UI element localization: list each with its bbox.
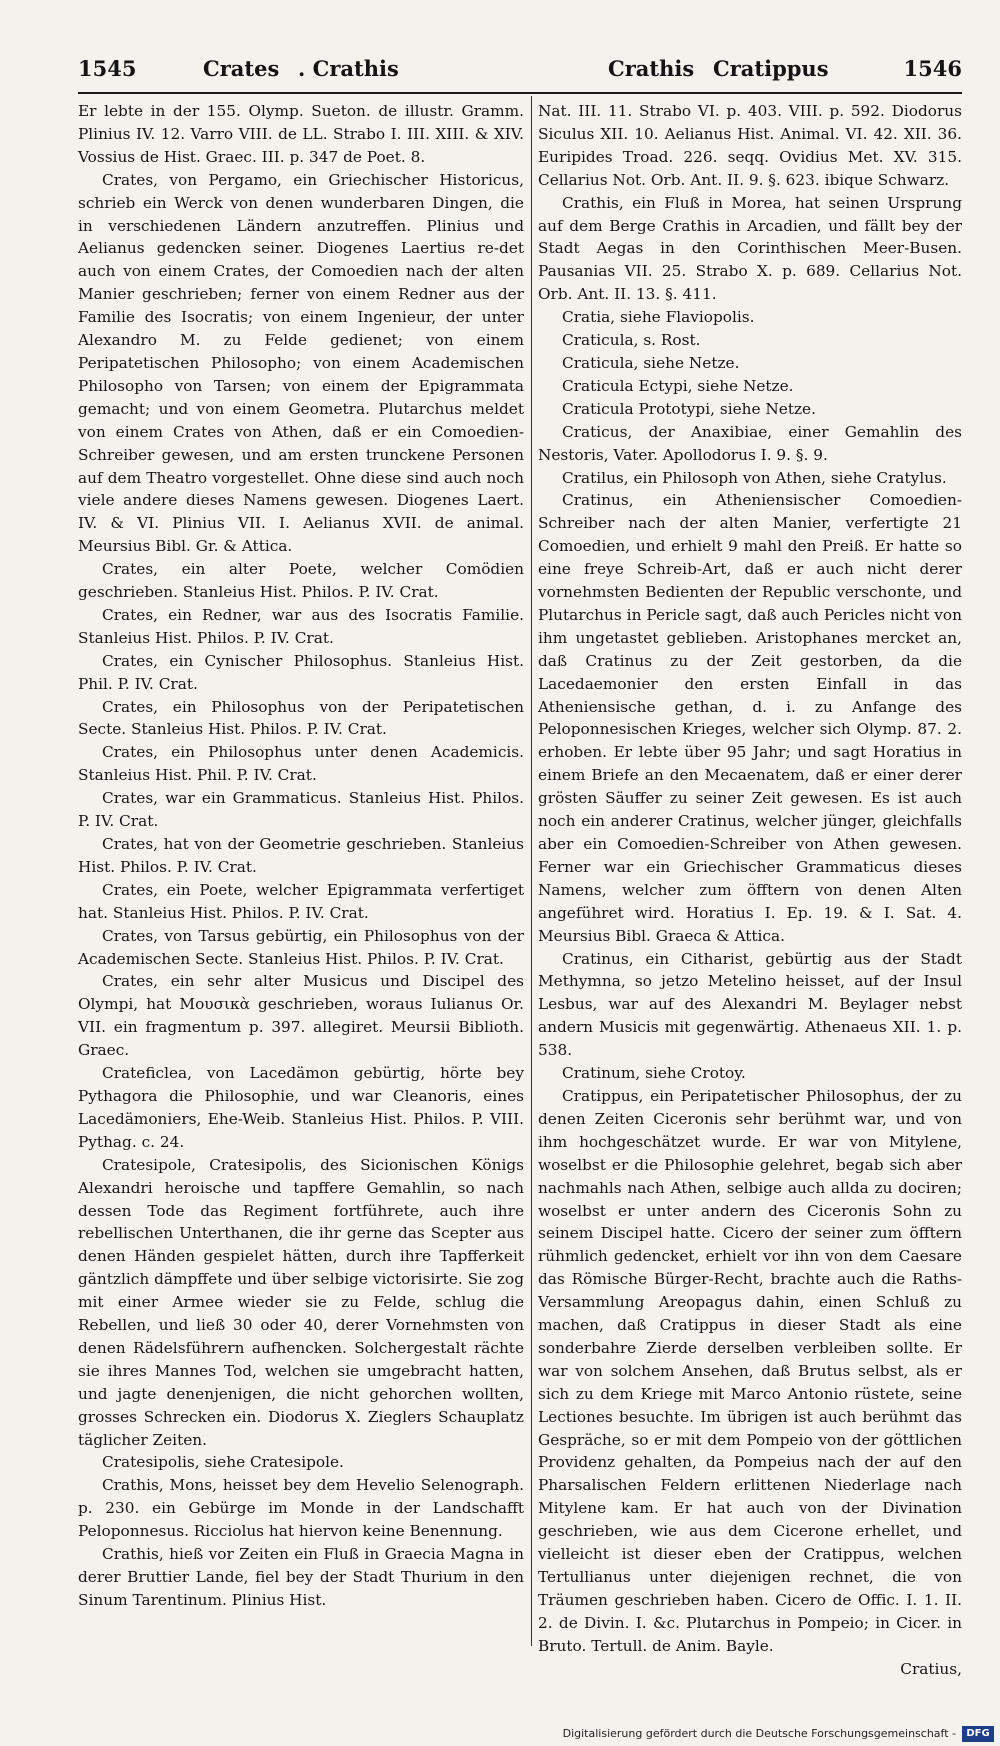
entry-crates-redner: Crates, ein Redner, war aus des Isocratis Familie. Stanleius Hist. Philos. P. IV. Crat. xyxy=(78,605,524,647)
dfg-logo: DFG xyxy=(962,1726,994,1742)
entry-cratia: Cratia, siehe Flaviopolis. xyxy=(562,308,755,327)
entry-crates-epigrammata: Crates, ein Poete, welcher Epigrammata verfertiget hat. Stanleius Hist. Philos. P. IV. Crat. xyxy=(78,880,524,922)
page-header xyxy=(78,52,962,92)
page-number-left: 1545 xyxy=(78,56,137,81)
funding-credit: Digitalisierung gefördert durch die Deutsche Forschungsgemeinschaft - xyxy=(562,1727,956,1740)
right-column xyxy=(538,100,962,1678)
page-number-right: 1546 xyxy=(903,56,962,81)
running-head-left-1: Crates xyxy=(203,56,280,81)
entry-crathis-morea: Crathis, ein Fluß in Morea, hat seinen Ursprung auf dem Berge Crathis in Arcadien, und fällt bey der Stadt Aegas in den Corinthischen Meer-Busen. Pausanias VII. 25. Strabo X. p. 689. Cellarius Not. Orb. Ant. II. 13. §. 411. xyxy=(538,193,962,304)
entry-cratilus: Cratilus, ein Philosoph von Athen, siehe Cratylus. xyxy=(562,468,947,487)
entry-crates-cynischer: Crates, ein Cynischer Philosophus. Stanleius Hist. Phil. P. IV. Crat. xyxy=(78,651,524,693)
entry-cratippus: Cratippus, ein Peripatetischer Philosophus, der zu denen Zeiten Ciceronis sehr berühmt war, und von ihm hochgeschätzet wurde. Er war von Mitylene, woselbst er die Philosophie gelehret, begab sich aber nachmahls nach Athen, selbige auch allda zu dociren; woselbst er unter andern des Ciceronis Sohn zu seinem Discipel hatte. Cicero der seiner zum öfftern rühmlich gedencket, erhielt vor ihn von dem Caesare das Römische Bürger-Recht, brachte auch die Raths-Versammlung Areopagus dahin, einen Schluß zu machen, daß Cratippus in dieser Stadt als eine sonderbahre Zierde derselben verbleiben sollte. Er war von solchem Ansehen, daß Brutus selbst, als er sich zu dem Kriege mit Marco Antonio rüstete, seine Lectiones besuchte. Im übrigen ist auch berühmt das Gespräche, so er mit dem Pompeio von der göttlichen Providenz gehalten, da Pompeius nach der auf den Pharsalischen Feldern erlittenen Niederlage nach Mitylene kam. Er hat auch von der Divination geschrieben, wie aus dem Cicerone erhellet, und vielleicht ist dieser eben der Cratippus, welchen Tertullianus unter diejenigen rechnet, die von Träumen geschrieben haben. Cicero de Offic. I. 1. II. 2. de Divin. I. &c. Plutarchus in Pompeio; in Cicer. in Bruto. Tertull. de Anim. Bayle. xyxy=(538,1086,962,1655)
entry-cratesipole: Cratesipole, Cratesipolis, des Sicionischen Königs Alexandri heroische und tapffere Gemahlin, so nach dessen Tode das Regiment fortführete, auch ihre rebellischen Unterthanen, die ihr gerne das Scepter aus denen Händen gespielet hätten, durch ihre Tapfferkeit gäntzlich dämpffete und über selbige victorisirte. Sie zog mit einer Armee wieder sie zu Felde, schlug die Rebellen, und ließ 30 oder 40, derer Vornehmsten von denen Rädelsführern aufhencken. Solchergestalt rächte sie ihres Mannes Tod, welchen sie umgebracht hatten, und jagte denenjenigen, die nicht gehorchen wollten, grosses Schrecken ein. Diodorus X. Zieglers Schauplatz täglicher Zeiten. xyxy=(78,1155,524,1449)
entry-cratesipolis: Cratesipolis, siehe Cratesipole. xyxy=(102,1453,344,1472)
entry-crates-musicus: Crates, ein sehr alter Musicus und Discipel des Olympi, hat Μουσικὰ geschrieben, woraus Iulianus Or. VII. ein fragmentum p. 397. allegiret. Meursii Biblioth. Graec. xyxy=(78,972,524,1060)
column-divider xyxy=(531,96,532,1646)
header-rule xyxy=(78,92,962,94)
running-head-right-1: Crathis xyxy=(608,56,695,81)
entry-crates-academicis: Crates, ein Philosophus unter denen Academicis. Stanleius Hist. Phil. P. IV. Crat. xyxy=(78,743,524,785)
entry-crates-poete: Crates, ein alter Poete, welcher Comödien geschrieben. Stanleius Hist. Philos. P. IV. Crat. xyxy=(78,560,524,602)
entry-continuation: Er lebte in der 155. Olymp. Sueton. de illustr. Gramm. Plinius IV. 12. Varro VIII. de LL. Strabo I. III. XIII. & XIV. Vossius de Hist. Graec. III. p. 347 de Poet. 8. xyxy=(78,102,524,166)
entry-crates-geometrie: Crates, hat von der Geometrie geschrieben. Stanleius Hist. Philos. P. IV. Crat. xyxy=(78,835,524,876)
entry-craticula-netze: Craticula, siehe Netze. xyxy=(562,353,740,372)
entry-cratinus-citharist: Cratinus, ein Citharist, gebürtig aus der Stadt Methymna, so jetzo Metelino heisset, auf der Insul Lesbus, war auf des Alexandri M. Beylager nebst andern Musicis mit gegenwärtig. Athenaeus XII. 1. p. 538. xyxy=(538,949,962,1060)
entry-crates-tarsus: Crates, von Tarsus gebürtig, ein Philosophus von der Academischen Secte. Stanleius Hist. Philos. P. IV. Crat. xyxy=(78,926,524,968)
catchword: Cratius, xyxy=(900,1659,962,1678)
entry-craticula-rost: Craticula, s. Rost. xyxy=(562,331,701,350)
entry-cratinum: Cratinum, siehe Crotoy. xyxy=(562,1064,746,1083)
entry-crathis-fluss-graecia: Crathis, hieß vor Zeiten ein Fluß in Graecia Magna in derer Bruttier Lande, fiel bey der Stadt Thurium in den Sinum Tarentinum. Plinius Hist. xyxy=(78,1545,524,1609)
entry-crates-grammaticus: Crates, war ein Grammaticus. Stanleius Hist. Philos. P. IV. Crat. xyxy=(78,789,524,831)
left-column xyxy=(78,100,524,1645)
entry-craticus: Craticus, der Anaxibiae, einer Gemahlin des Nestoris, Vater. Apollodorus I. 9. §. 9. xyxy=(538,422,962,464)
running-head-right-2: Cratippus xyxy=(713,56,829,81)
entry-crateficlea: Crateficlea, von Lacedämon gebürtig, hörte bey Pythagora die Philosophie, und war Cleanoris, eines Lacedämoniers, Ehe-Weib. Stanleius Hist. Philos. P. VIII. Pythag. c. 24. xyxy=(78,1064,524,1151)
entry-cratinus: Cratinus, ein Atheniensischer Comoedien-Schreiber nach der alten Manier, verfertigte 21 Comoedien, und erhielt 9 mahl den Preiß. Er hatte so eine freye Schreib-Art, daß er auch nicht derer vornehmsten Bedienten der Republic verschonte, und Plutarchus in Pericle sagt, daß auch Pericles nicht von ihm ungetastet geblieben. Aristophanes mercket an, daß Cratinus zu der Zeit gestorben, da die Lacedaemonier den ersten Einfall in das Atheniensische gethan, d. i. zu Anfange des Peloponnesischen Krieges, welcher sich Olymp. 87. 2. erhoben. Er lebte über 95 Jahr; und sagt Horatius in einem Briefe an den Mecaenatem, daß er einer derer grösten Säuffer zu seiner Zeit gewesen. Es ist auch noch ein anderer Cratinus, welcher jünger, gleichfalls aber ein Comoedien-Schreiber von Athen gewesen. Ferner war ein Griechischer Grammaticus dieses Namens, welcher zum öfftern von denen Alten angeführet wird. Horatius I. Ep. 19. & I. Sat. 4. Meursius Bibl. Graeca & Attica. xyxy=(538,491,962,945)
entry-craticula-prototypi: Craticula Prototypi, siehe Netze. xyxy=(562,399,816,418)
entry-craticula-ectypi: Craticula Ectypi, siehe Netze. xyxy=(562,376,794,395)
digitization-footer xyxy=(0,1724,1000,1746)
entry-crathis-mons: Crathis, Mons, heisset bey dem Hevelio Selenograph. p. 230. ein Gebürge im Monde in der Landschafft Peloponnesus. Ricciolus hat hiervon keine Benennung. xyxy=(78,1476,524,1541)
entry-continuation-right: Nat. III. 11. Strabo VI. p. 403. VIII. p. 592. Diodorus Siculus XII. 10. Aelianus Hist. Animal. VI. 42. XII. 36. Euripides Troad. 226. seqq. Ovidius Met. XV. 315. Cellarius Not. Orb. Ant. II. 9. §. 623. ibique Schwarz. xyxy=(538,102,962,189)
running-head-left-2: . Crathis xyxy=(298,56,399,81)
entry-crates-pergamo: Crates, von Pergamo, ein Griechischer Historicus, schrieb ein Werck von denen wunderbaren Dingen, die in verschiedenen Ländern anzutreffen. Plinius und Aelianus gedencken seiner. Diogenes Laertius re-det auch von einem Crates, der Comoedien nach der alten Manier geschrieben; ferner von einem Redner aus der Familie des Isocratis; von einem Ingenieur, der unter Alexandro M. zu Felde gedienet; von einem Peripatetischen Philosopho; von einem Academischen Philosopho von Tarsen; von einem der Epigrammata gemacht; und von einem Geometra. Plutarchus meldet von einem Crates von Athen, daß er ein Comoedien-Schreiber gewesen, und am ersten trunckene Personen auf dem Theatro vorgestellet. Ohne diese sind auch noch viele andere dieses Namens gewesen. Diogenes Laert. IV. & VI. Plinius VII. I. Aelianus XVII. de animal. Meursius Bibl. Gr. & Attica. xyxy=(78,170,524,556)
entry-crates-peripatetisch: Crates, ein Philosophus von der Peripatetischen Secte. Stanleius Hist. Philos. P. IV. Crat. xyxy=(78,697,524,739)
